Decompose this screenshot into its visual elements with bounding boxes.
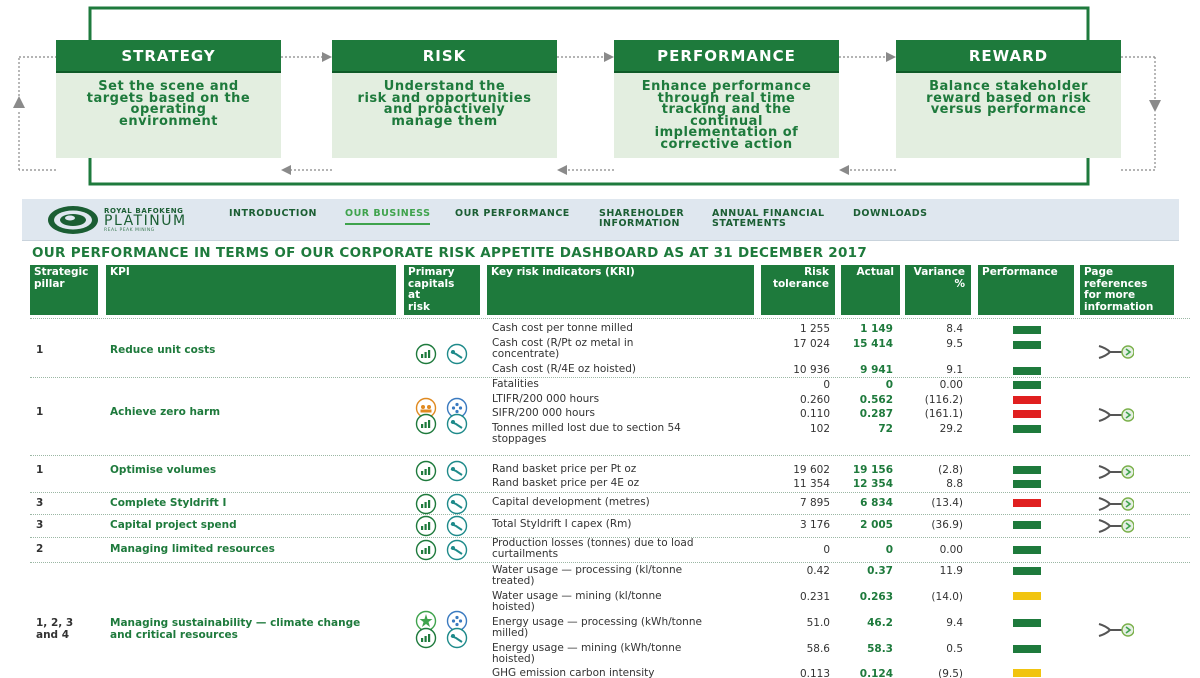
logo-line-1: ROYAL BAFOKENG (104, 207, 184, 215)
top-navigation (22, 199, 1179, 241)
cycle-box-risk (332, 40, 557, 158)
performance-indicator (1013, 381, 1041, 389)
group-kpi: Achieve zero harm (110, 406, 221, 418)
row-separator (30, 562, 1190, 563)
logo-line-3: REAL PEAK MINING (104, 228, 155, 233)
group-kpi: Reduce unit costs (110, 344, 216, 356)
manufactured-capital-icon (446, 460, 468, 482)
header-primary-capitals: Primary capitals at risk (404, 265, 480, 315)
performance-indicator (1013, 480, 1041, 488)
logo-emblem-icon (46, 204, 100, 236)
page-reference-link-icon[interactable] (1098, 492, 1134, 516)
nav-our-business[interactable]: OUR BUSINESS (345, 208, 431, 219)
performance-indicator (1013, 669, 1041, 677)
nav-our-performance[interactable]: OUR PERFORMANCE (455, 208, 570, 219)
row-separator (30, 514, 1190, 515)
row-separator (30, 377, 1190, 378)
header-page-references: Page references for more information (1080, 265, 1174, 315)
group-pillar: 3 (36, 519, 44, 531)
financial-capital-icon (415, 627, 437, 649)
nav-annual-financial-statements[interactable]: ANNUAL FINANCIAL STATEMENTS (712, 208, 825, 229)
nav-introduction[interactable]: INTRODUCTION (229, 208, 317, 219)
performance-indicator (1013, 466, 1041, 474)
header-risk-tolerance: Risk tolerance (761, 265, 835, 315)
group-pillar: 2 (36, 543, 44, 555)
performance-indicator (1013, 499, 1041, 507)
group-pillar: 1 (36, 406, 44, 418)
cycle-box-title: REWARD (896, 40, 1121, 73)
group-pillar: 1 (36, 344, 44, 356)
row-separator (30, 455, 1190, 456)
performance-indicator (1013, 645, 1041, 653)
performance-indicator (1013, 410, 1041, 418)
cycle-box-reward (896, 40, 1121, 158)
page-reference-link-icon[interactable] (1098, 403, 1134, 427)
performance-indicator (1013, 567, 1041, 575)
financial-capital-icon (415, 343, 437, 365)
manufactured-capital-icon (446, 515, 468, 537)
row-separator (30, 318, 1190, 319)
strategy-cycle-diagram (0, 0, 1200, 190)
cycle-box-strategy (56, 40, 281, 158)
group-kpi: Managing sustainability — climate change and critical resources (110, 617, 361, 641)
performance-indicator (1013, 396, 1041, 404)
cycle-box-title: STRATEGY (56, 40, 281, 73)
performance-indicator (1013, 546, 1041, 554)
logo-line-2: PLATINUM (104, 213, 187, 229)
header-performance: Performance (978, 265, 1074, 315)
group-kpi: Optimise volumes (110, 464, 217, 476)
page-reference-link-icon[interactable] (1098, 340, 1134, 364)
cycle-box-title: PERFORMANCE (614, 40, 839, 73)
nav-downloads[interactable]: DOWNLOADS (853, 208, 928, 219)
performance-indicator (1013, 367, 1041, 375)
financial-capital-icon (415, 539, 437, 561)
performance-indicator (1013, 521, 1041, 529)
group-kpi: Complete Styldrift I (110, 497, 227, 509)
performance-indicator (1013, 592, 1041, 600)
cycle-box-text: Balance stakeholder reward based on risk versus performance (926, 79, 1091, 117)
performance-indicator (1013, 326, 1041, 334)
header-variance: Variance % (905, 265, 971, 315)
performance-indicator (1013, 425, 1041, 433)
performance-indicator (1013, 619, 1041, 627)
group-kpi: Capital project spend (110, 519, 237, 531)
group-pillar: 3 (36, 497, 44, 509)
manufactured-capital-icon (446, 343, 468, 365)
performance-indicator (1013, 341, 1041, 349)
company-logo[interactable] (46, 204, 196, 236)
cycle-box-text: Enhance performance through real time tracking and the continual implementation of corrective action (641, 79, 812, 152)
page-reference-link-icon[interactable] (1098, 618, 1134, 642)
cycle-box-title: RISK (332, 40, 557, 73)
manufactured-capital-icon (446, 539, 468, 561)
cycle-box-performance (614, 40, 839, 158)
cycle-box-text: Set the scene and targets based on the operating environment (86, 79, 251, 129)
manufactured-capital-icon (446, 493, 468, 515)
dashboard-title: OUR PERFORMANCE IN TERMS OF OUR CORPORATE RISK APPETITE DASHBOARD AS AT 31 DECEMBER 2017 (32, 245, 868, 261)
financial-capital-icon (415, 460, 437, 482)
page-reference-link-icon[interactable] (1098, 514, 1134, 538)
cycle-box-text: Understand the risk and opportunities and proactively manage them (357, 79, 532, 129)
manufactured-capital-icon (446, 413, 468, 435)
page-reference-link-icon[interactable] (1098, 460, 1134, 484)
group-kpi: Managing limited resources (110, 543, 275, 555)
manufactured-capital-icon (446, 627, 468, 649)
financial-capital-icon (415, 493, 437, 515)
header-actual: Actual (841, 265, 900, 315)
financial-capital-icon (415, 515, 437, 537)
group-pillar: 1 (36, 464, 44, 476)
header-strategic-pillar: Strategic pillar (30, 265, 98, 315)
nav-shareholder-information[interactable]: SHAREHOLDER INFORMATION (599, 208, 685, 229)
group-pillar: 1, 2, 3 and 4 (36, 617, 74, 641)
header-kri: Key risk indicators (KRI) (487, 265, 754, 315)
header-kpi: KPI (106, 265, 396, 315)
row-separator (30, 492, 1190, 493)
financial-capital-icon (415, 413, 437, 435)
